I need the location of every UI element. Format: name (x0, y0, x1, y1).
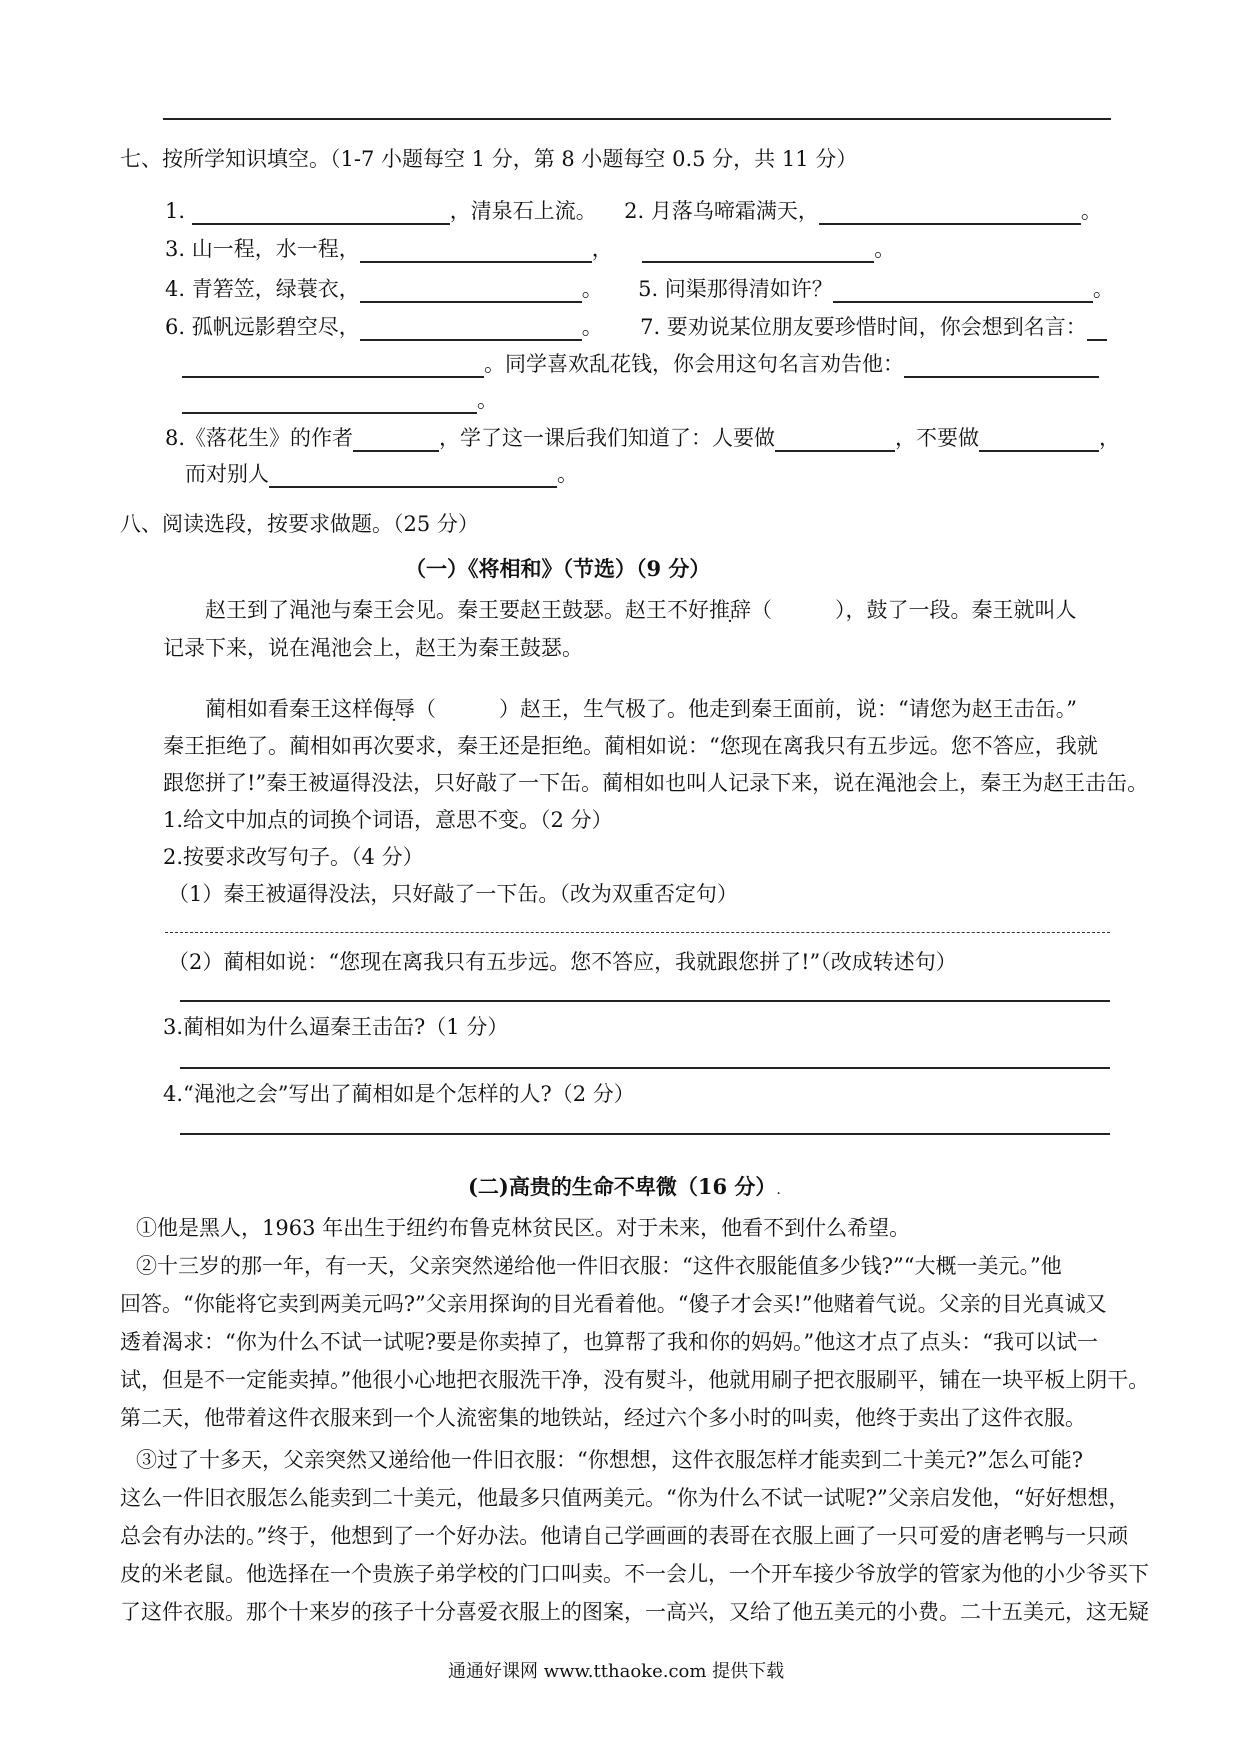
q7-answer-blank-2[interactable] (904, 354, 1099, 378)
q8-others-blank[interactable] (269, 464, 557, 488)
q7-answer-blank-3[interactable] (182, 390, 477, 414)
q5-text: 5. 问渠那得清如许？ (638, 277, 833, 301)
q3-text: 3. 山一程，水一程， (165, 237, 360, 261)
q3-answer-blank-2[interactable] (642, 239, 874, 263)
q2-end: 。 (1080, 199, 1102, 223)
q6-end: 。 (581, 315, 603, 339)
q4-end: 。 (581, 277, 603, 301)
part2-title (468, 1173, 781, 1204)
emphasized-word-wuru: 侮辱 (373, 697, 415, 721)
para2-line2: 回答。“你能将它卖到两美元吗?”父亲用探询的目光看着他。“傻子才会买!”他赌着气说。父亲的目光真诚又 (120, 1292, 1107, 1316)
q8-should-blank[interactable] (775, 428, 895, 452)
q3-row (165, 235, 895, 263)
q8-text-b: ，学了这一课后我们知道了：人要做 (439, 426, 776, 450)
q7-text: 7. 要劝说某位朋友要珍惜时间，你会想到名言： (640, 315, 1087, 339)
passage1-text: 赵王到了渑池与秦王会见。秦王要赵王鼓瑟。赵王不好 (205, 598, 709, 622)
para3-line2: 这么一件旧衣服怎么能卖到二十美元，他最多只值两美元。“你为什么不试一试呢?”父亲启发他，“好好想想， (120, 1486, 1130, 1510)
para3-line3: 总会有办法的。”终于，他想到了一个好办法。他请自己学画画的表哥在衣服上画了一只可爱的唐老鸭与一只顽 (120, 1524, 1129, 1548)
q8-text-e: 而对别人 (185, 462, 269, 486)
q8-text-d: ， (1099, 426, 1121, 450)
para3-line4: 皮的米老鼠。他选择在一个贵族子弟学校的门口叫卖。不一会儿，一个开车接少爷放学的管家为他的小少爷买下 (120, 1562, 1149, 1586)
q7-row-2 (182, 350, 1099, 378)
passage1-text-b: （ ），鼓了一段。秦王就叫人 (751, 598, 1077, 622)
part1-question-2-1: （1）秦王被逼得没法，只好敲了一下缶。（改为双重否定句） (168, 882, 738, 906)
para3-line1: ③过了十多天，父亲突然又递给他一件旧衣服：“你想想，这件衣服怎样才能卖到二十美元?”怎么可能? (136, 1448, 1083, 1472)
passage2-text: 蔺相如看秦王这样 (205, 697, 373, 721)
q8-text-f: 。 (557, 462, 578, 486)
q4-answer-line[interactable] (180, 1133, 1110, 1135)
para2-line4: 试，但是不一定能卖掉。”他很小心地把衣服洗干净，没有熨斗，他就用刷子把衣服刷平，铺在一块平板上阴干。 (120, 1368, 1150, 1392)
q1-number: 1. (165, 199, 186, 223)
top-answer-line (163, 118, 1111, 120)
q2-2-answer-line[interactable] (180, 1000, 1110, 1002)
part1-question-3: 3.蔺相如为什么逼秦王击缶?（1 分） (163, 1015, 509, 1039)
q1-row (165, 197, 1102, 225)
part2-title-text: (二)高贵的生命不卑微（16 分） (468, 1174, 777, 1199)
part1-question-2: 2.按要求改写句子。（4 分） (163, 845, 424, 869)
q3-mid: ， (591, 237, 613, 261)
q7-mid: 。同学喜欢乱花钱，你会用这句名言劝告他： (484, 352, 904, 376)
q8-row-2 (185, 460, 578, 488)
q3-answer-blank-1[interactable] (360, 239, 592, 263)
part1-question-2-2: （2）蔺相如说：“您现在离我只有五步远。您不答应，我就跟您拼了!”（改成转述句） (168, 950, 957, 974)
passage2-line3: 跟您拼了!”秦王被逼得没法，只好敲了一下缶。蔺相如也叫人记录下来，说在渑池会上，秦王为赵王击缶。 (163, 771, 1149, 795)
q8-text-a: 8.《落花生》的作者 (165, 426, 354, 450)
q3-end: 。 (874, 237, 896, 261)
q2-answer-blank[interactable] (819, 201, 1081, 225)
q8-row (165, 424, 1120, 452)
q6-answer-blank[interactable] (360, 317, 582, 341)
part1-question-4: 4.“渑池之会”写出了蔺相如是个怎样的人?（2 分） (163, 1082, 635, 1106)
q7-end: 。 (477, 388, 498, 412)
q5-end: 。 (1092, 277, 1114, 301)
q1-text: ，清泉石上流。 (449, 199, 597, 223)
q7-answer-blank-1[interactable] (182, 354, 484, 378)
q7-answer-blank-start[interactable] (1087, 317, 1107, 341)
section7-heading: 七、按所学知识填空。（1-7 小题每空 1 分，第 8 小题每空 0.5 分，共 11 分） (120, 147, 858, 171)
q4-row (165, 275, 1114, 303)
section8-heading: 八、阅读选段，按要求做题。（25 分） (120, 512, 479, 536)
para2-line5: 第二天，他带着这件衣服来到一个人流密集的地铁站，经过六个多小时的叫卖，他终于卖出了这件衣服。 (120, 1406, 1086, 1430)
q8-text-c: ，不要做 (895, 426, 980, 450)
q8-author-blank[interactable] (353, 428, 439, 452)
q6-text: 6. 孤帆远影碧空尽， (165, 315, 360, 339)
footer-text: 通通好课网 www.tthaoke.com 提供下载 (448, 1661, 785, 1682)
passage2-line2: 秦王拒绝了。蔺相如再次要求，秦王还是拒绝。蔺相如说：“您现在离我只有五步远。您不答应，我就 (163, 734, 1098, 758)
para3-line5: 了这件衣服。那个十来岁的孩子十分喜爱衣服上的图案，一高兴，又给了他五美元的小费。二十五美元，这无疑 (120, 1600, 1149, 1624)
emphasized-word-tuici: 推辞 (709, 598, 751, 622)
q2-1-answer-line[interactable] (165, 932, 1110, 933)
para1: ①他是黑人，1963 年出生于纽约布鲁克林贫民区。对于未来，他看不到什么希望。 (136, 1216, 911, 1240)
passage2-text-b: （ ）赵王，生气极了。他走到秦王面前，说：“请您为赵王击缶。” (415, 697, 1077, 721)
part2-title-dot: . (776, 1182, 781, 1198)
q4-answer-blank[interactable] (360, 279, 582, 303)
part1-question-1: 1.给文中加点的词换个词语，意思不变。（2 分） (163, 808, 613, 832)
para2-line1: ②十三岁的那一年，有一天，父亲突然递给他一件旧衣服：“这件衣服能值多少钱?”“大概一美元。”他 (136, 1254, 1062, 1278)
q4-text: 4. 青箬笠，绿蓑衣， (165, 277, 360, 301)
q5-answer-blank[interactable] (833, 279, 1093, 303)
passage1-line1 (205, 596, 1077, 624)
q7-row-3 (182, 386, 498, 414)
passage2-line1 (205, 695, 1077, 723)
passage1-line2: 记录下来，说在渑池会上，赵王为秦王鼓瑟。 (163, 636, 583, 660)
q3-answer-line[interactable] (180, 1067, 1110, 1069)
q8-shouldnot-blank[interactable] (979, 428, 1099, 452)
para2-line3: 透着渴求：“你为什么不试一试呢?要是你卖掉了，也算帮了我和你的妈妈。”他这才点了点头：“我可以试一 (120, 1330, 1098, 1354)
q6-row (165, 313, 1107, 341)
part1-title: （一）《将相和》（节选）（9 分） (405, 556, 711, 581)
q1-answer-blank[interactable] (192, 201, 450, 225)
q2-text: 2. 月落乌啼霜满天， (624, 199, 819, 223)
